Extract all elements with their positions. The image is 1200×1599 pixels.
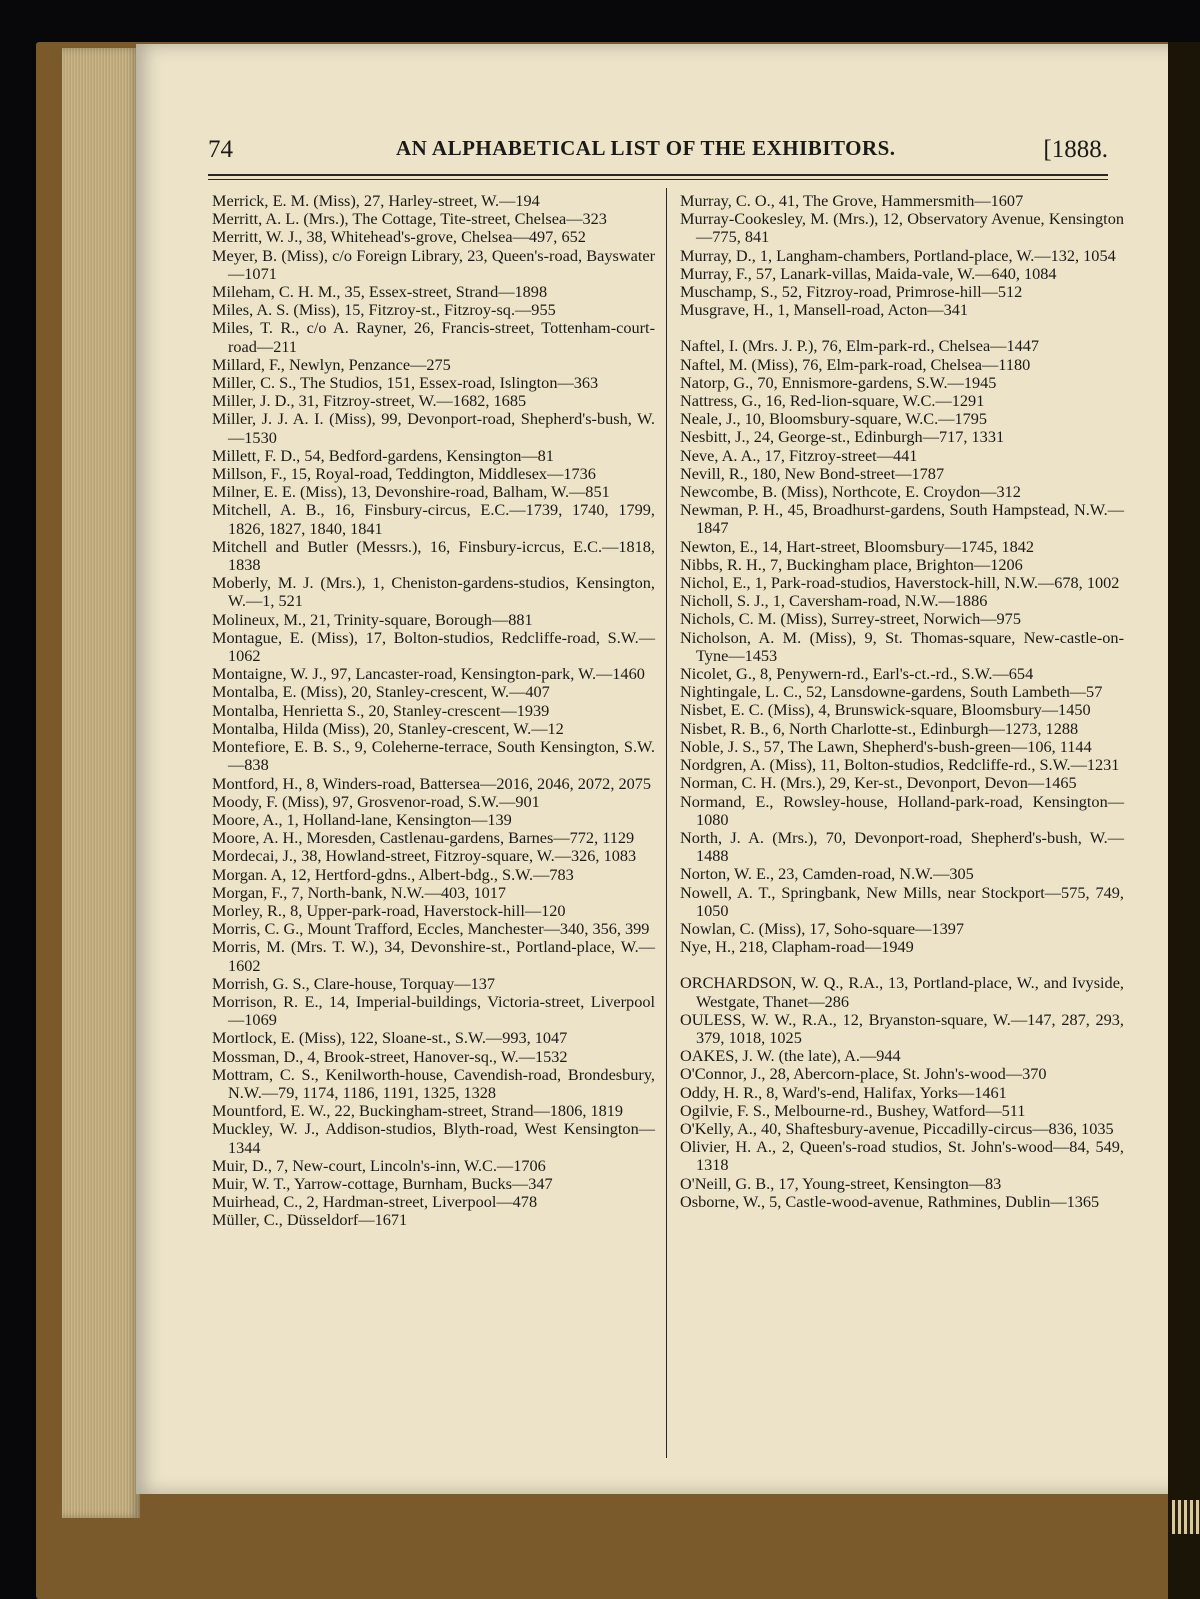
exhibitor-entry: Nesbitt, J., 24, George-st., Edinburgh—717, 1331: [680, 427, 1005, 447]
exhibitor-entry: Miller, J. J. A. I. (Miss), 99, Devonport-road, Shepherd's-bush, W.—1530: [212, 409, 655, 447]
exhibitor-entry: Montefiore, E. B. S., 9, Coleherne-terrace, South Kensington, S.W.—838: [212, 737, 655, 775]
exhibitor-entry: Oddy, H. R., 8, Ward's-end, Halifax, Yorks—1461: [680, 1082, 1007, 1102]
year-label: [1888.: [1043, 136, 1108, 163]
exhibitor-entry: Murray, C. O., 41, The Grove, Hammersmith—1607: [680, 191, 1024, 210]
exhibitor-entry: Nibbs, R. H., 7, Buckingham place, Brighton—1206: [680, 554, 1023, 574]
exhibitor-entry: Moore, A. H., Moresden, Castlenau-gardens, Barnes—772, 1129: [212, 828, 635, 848]
exhibitor-entry: Nichol, E., 1, Park-road-studios, Haverstock-hill, N.W.—678, 1002: [680, 573, 1120, 593]
exhibitor-entry: Naftel, M. (Miss), 76, Elm-park-road, Chelsea—1180: [680, 354, 1031, 374]
exhibitor-entry: Moody, F. (Miss), 97, Grosvenor-road, S.W.—901: [212, 791, 540, 811]
exhibitor-entry: Morgan, F., 7, North-bank, N.W.—403, 1017: [212, 882, 507, 902]
exhibitor-entry: Muir, W. T., Yarrow-cottage, Burnham, Bucks—347: [212, 1173, 553, 1193]
exhibitor-entry: Mitchell and Butler (Messrs.), 16, Finsbury-icrcus, E.C.—1818, 1838: [212, 536, 655, 575]
exhibitor-entry: Montaigne, W. J., 97, Lancaster-road, Kensington-park, W.—1460: [212, 664, 645, 684]
exhibitor-entry: Molineux, M., 21, Trinity-square, Borough—881: [212, 609, 533, 629]
exhibitor-entry: OAKES, J. W. (the late), A.—944: [680, 1046, 901, 1066]
exhibitor-entry: Morris, M. (Mrs. T. W.), 34, Devonshire-st., Portland-place, W.—1602: [212, 937, 655, 975]
exhibitor-entry: Moberly, M. J. (Mrs.), 1, Cheniston-gardens-studios, Kensington, W.—1, 521: [212, 573, 655, 611]
exhibitor-entry: Milner, E. E. (Miss), 13, Devonshire-road, Balham, W.—851: [212, 482, 610, 502]
exhibitor-entry: Newman, P. H., 45, Broadhurst-gardens, South Hampstead, N.W.—1847: [680, 500, 1124, 538]
exhibitor-entry: Neve, A. A., 17, Fitzroy-street—441: [680, 445, 918, 465]
header-rule-thin: [208, 179, 1108, 180]
section-gap: [680, 319, 1124, 337]
exhibitor-entry: Nevill, R., 180, New Bond-street—1787: [680, 463, 945, 483]
exhibitor-entry: Mossman, D., 4, Brook-street, Hanover-sq., W.—1532: [212, 1046, 568, 1066]
exhibitor-entry: Nye, H., 218, Clapham-road—1949: [680, 937, 914, 957]
exhibitor-entry: Nowell, A. T., Springbank, New Mills, near Stockport—575, 749, 1050: [680, 882, 1124, 920]
exhibitor-entry: Mileham, C. H. M., 35, Essex-street, Strand—1898: [212, 282, 548, 302]
exhibitor-entry: Meyer, B. (Miss), c/o Foreign Library, 23, Queen's-road, Bayswater—1071: [212, 245, 655, 283]
exhibitor-entry: Murray-Cookesley, M. (Mrs.), 12, Observatory Avenue, Kensington—775, 841: [680, 209, 1124, 247]
exhibitor-entry: Nichols, C. M. (Miss), Surrey-street, Norwich—975: [680, 609, 1021, 629]
exhibitor-entry: Montford, H., 8, Winders-road, Battersea—2016, 2046, 2072, 2075: [212, 773, 652, 793]
exhibitor-entry: Norman, C. H. (Mrs.), 29, Ker-st., Devonport, Devon—1465: [680, 773, 1077, 793]
exhibitor-entry: Normand, E., Rowsley-house, Holland-park-road, Kensington—1080: [680, 791, 1124, 829]
exhibitor-entry: Miller, C. S., The Studios, 151, Essex-road, Islington—363: [212, 373, 599, 393]
exhibitor-entry: Nattress, G., 16, Red-lion-square, W.C.—1291: [680, 391, 985, 411]
exhibitor-entry: Morrish, G. S., Clare-house, Torquay—137: [212, 973, 495, 993]
exhibitor-entry: Montalba, E. (Miss), 20, Stanley-crescent, W.—407: [212, 682, 550, 702]
column-divider: [666, 188, 667, 1458]
spine-bands: [1172, 1500, 1200, 1534]
exhibitor-entry: Nowlan, C. (Miss), 17, Soho-square—1397: [680, 918, 964, 938]
exhibitor-entry: Murray, D., 1, Langham-chambers, Portland-place, W.—132, 1054: [680, 245, 1116, 265]
exhibitor-entry: Morrison, R. E., 14, Imperial-buildings, Victoria-street, Liverpool—1069: [212, 991, 655, 1030]
exhibitor-entry: Montalba, Hilda (Miss), 20, Stanley-crescent, W.—12: [212, 718, 564, 738]
right-cover-edge: [1168, 42, 1200, 1599]
exhibitor-entry: Miles, A. S. (Miss), 15, Fitzroy-st., Fitzroy-sq.—955: [212, 300, 556, 320]
exhibitor-entry: Mortlock, E. (Miss), 122, Sloane-st., S.W.—993, 1047: [212, 1028, 568, 1048]
exhibitor-entry: Merritt, A. L. (Mrs.), The Cottage, Tite-street, Chelsea—323: [212, 209, 607, 229]
exhibitor-entry: Nisbet, R. B., 6, North Charlotte-st., Edinburgh—1273, 1288: [680, 718, 1079, 738]
exhibitor-entry: Müller, C., Düsseldorf—1671: [212, 1210, 408, 1230]
exhibitor-entry: Naftel, I. (Mrs. J. P.), 76, Elm-park-rd., Chelsea—1447: [680, 336, 1040, 356]
exhibitor-entry: Miles, T. R., c/o A. Rayner, 26, Francis-street, Tottenham-court-road—211: [212, 318, 655, 356]
exhibitor-entry: Nicholson, A. M. (Miss), 9, St. Thomas-square, New-castle-on-Tyne—1453: [680, 627, 1124, 665]
exhibitor-entry: Newcombe, B. (Miss), Northcote, E. Croydon—312: [680, 482, 1021, 502]
running-title: AN ALPHABETICAL LIST OF THE EXHIBITORS.: [396, 136, 896, 160]
exhibitor-entry: Muschamp, S., 52, Fitzroy-road, Primrose-hill—512: [680, 282, 1023, 302]
exhibitor-entry: Millson, F., 15, Royal-road, Teddington, Middlesex—1736: [212, 464, 596, 484]
exhibitor-entry: Noble, J. S., 57, The Lawn, Shepherd's-bush-green—106, 1144: [680, 736, 1092, 756]
exhibitor-entry: ORCHARDSON, W. Q., R.A., 13, Portland-place, W., and Ivyside, Westgate, Thanet—286: [680, 973, 1124, 1011]
exhibitor-entry: Muir, D., 7, New-court, Lincoln's-inn, W.C.—1706: [212, 1155, 546, 1175]
exhibitor-entry: Merrick, E. M. (Miss), 27, Harley-street, W.—194: [212, 191, 540, 210]
section-gap: [680, 956, 1124, 974]
exhibitor-entry: Muirhead, C., 2, Hardman-street, Liverpool—478: [212, 1192, 538, 1212]
exhibitor-entry: Montague, E. (Miss), 17, Bolton-studios, Redcliffe-road, S.W.—1062: [212, 627, 655, 666]
exhibitor-entry: Olivier, H. A., 2, Queen's-road studios, St. John's-wood—84, 549, 1318: [680, 1137, 1124, 1175]
exhibitor-entry: Neale, J., 10, Bloomsbury-square, W.C.—1795: [680, 409, 988, 429]
exhibitor-entry: Nisbet, E. C. (Miss), 4, Brunswick-square, Bloomsbury—1450: [680, 700, 1091, 720]
exhibitor-entry: Osborne, W., 5, Castle-wood-avenue, Rathmines, Dublin—1365: [680, 1191, 1100, 1211]
exhibitor-entry: Nordgren, A. (Miss), 11, Bolton-studios, Redcliffe-rd., S.W.—1231: [680, 755, 1120, 775]
exhibitor-entry: Moore, A., 1, Holland-lane, Kensington—139: [212, 809, 512, 829]
page-edges: [62, 48, 140, 1518]
exhibitor-entry: Mottram, C. S., Kenilworth-house, Cavendish-road, Brondesbury, N.W.—79, 1174, 1186, 1191, 1325, 1328: [212, 1064, 655, 1102]
header-rule: [208, 174, 1108, 176]
exhibitor-entry: Norton, W. E., 23, Camden-road, N.W.—305: [680, 864, 974, 884]
exhibitor-entry: Murray, F., 57, Lanark-villas, Maida-vale, W.—640, 1084: [680, 263, 1057, 283]
exhibitor-entry: Miller, J. D., 31, Fitzroy-street, W.—1682, 1685: [212, 391, 527, 411]
exhibitor-entry: Nicolet, G., 8, Penywern-rd., Earl's-ct.-rd., S.W.—654: [680, 664, 1034, 684]
exhibitor-entry: OULESS, W. W., R.A., 12, Bryanston-square, W.—147, 287, 293, 379, 1018, 1025: [680, 1009, 1124, 1047]
exhibitor-entry: O'Neill, G. B., 17, Young-street, Kensington—83: [680, 1173, 1002, 1193]
exhibitor-entry: Ogilvie, F. S., Melbourne-rd., Bushey, Watford—511: [680, 1100, 1026, 1120]
exhibitor-entry: Merritt, W. J., 38, Whitehead's-grove, Chelsea—497, 652: [212, 227, 586, 247]
exhibitor-entry: Muckley, W. J., Addison-studios, Blyth-road, West Kensington—1344: [212, 1119, 655, 1157]
exhibitor-entry: Mordecai, J., 38, Howland-street, Fitzroy-square, W.—326, 1083: [212, 846, 637, 866]
exhibitor-entry: North, J. A. (Mrs.), 70, Devonport-road, Shepherd's-bush, W.—1488: [680, 827, 1124, 866]
exhibitor-entry: Nicholl, S. J., 1, Caversham-road, N.W.—1886: [680, 591, 988, 611]
page-header: [208, 132, 1108, 172]
exhibitor-entry: O'Connor, J., 28, Abercorn-place, St. John's-wood—370: [680, 1064, 1047, 1084]
exhibitor-entry: Morgan. A, 12, Hertford-gdns., Albert-bdg., S.W.—783: [212, 864, 574, 884]
exhibitor-entry: Morley, R., 8, Upper-park-road, Haverstock-hill—120: [212, 900, 566, 920]
exhibitor-entry: Natorp, G., 70, Ennismore-gardens, S.W.—1945: [680, 372, 997, 392]
page-number: 74: [208, 136, 233, 163]
exhibitor-entry: Millett, F. D., 54, Bedford-gardens, Kensington—81: [212, 445, 554, 465]
exhibitor-entry: Mountford, E. W., 22, Buckingham-street, Strand—1806, 1819: [212, 1101, 624, 1121]
exhibitor-entry: Millard, F., Newlyn, Penzance—275: [212, 354, 451, 374]
exhibitor-entry: Nightingale, L. C., 52, Lansdowne-gardens, South Lambeth—57: [680, 682, 1103, 702]
exhibitor-entry: Musgrave, H., 1, Mansell-road, Acton—341: [680, 300, 969, 320]
exhibitor-entry: O'Kelly, A., 40, Shaftesbury-avenue, Piccadilly-circus—836, 1035: [680, 1118, 1114, 1138]
exhibitor-entry: Morris, C. G., Mount Trafford, Eccles, Manchester—340, 356, 399: [212, 919, 650, 939]
exhibitor-entry: Mitchell, A. B., 16, Finsbury-circus, E.C.—1739, 1740, 1799, 1826, 1827, 1840, 1841: [212, 500, 655, 538]
exhibitor-entry: Montalba, Henrietta S., 20, Stanley-crescent—1939: [212, 700, 550, 720]
right-column: [680, 192, 1124, 1211]
exhibitor-entry: Newton, E., 14, Hart-street, Bloomsbury—1745, 1842: [680, 536, 1035, 556]
left-column: [212, 192, 655, 1230]
